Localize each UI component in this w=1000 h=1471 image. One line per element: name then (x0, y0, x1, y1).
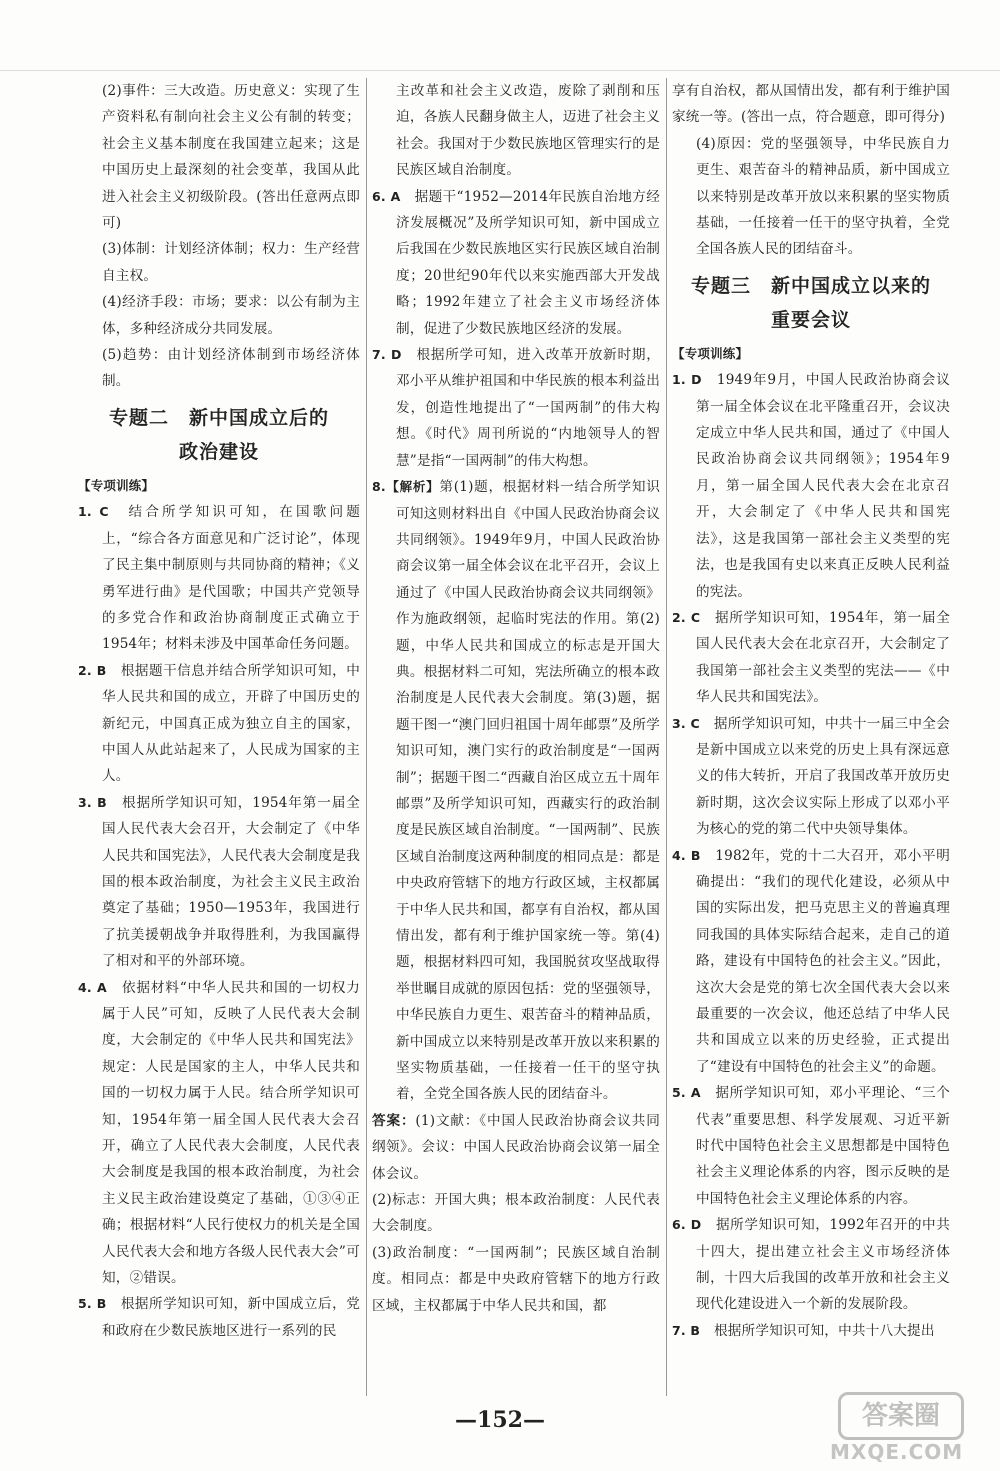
item-text: 根据所学知识可知，新中国成立后，党和政府在少数民族地区进行一系列的民 (102, 1296, 360, 1339)
watermark-logo: 答案圈 (838, 1392, 964, 1440)
list-item (78, 499, 360, 657)
item-number: 3. B (78, 794, 107, 810)
top-rule (0, 70, 1000, 71)
list-item (672, 1318, 950, 1344)
continued-text: 享有自治权，都从国情出发，都有利于维护国家统一等。(答出一点，符合题意，即可得分) (672, 83, 950, 126)
topic3-title-line2: 重要会议 (770, 308, 851, 331)
list-item (672, 711, 950, 843)
list-item (372, 474, 660, 1108)
item-text: 据所学知识可知，1954年，第一届全国人民代表大会在北京召开，大会制定了我国第一部社会主义类型的宪法——《中华人民共和国宪法》。 (696, 609, 951, 706)
list-item (672, 367, 950, 605)
item-text: 据所学知识可知，邓小平理论、“三个代表”重要思想、科学发展观、习近平新时代中国特色社会主义思想都是中国特色社会主义理论体系的内容，图示反映的是中国特色社会主义理论体系的内容。 (696, 1085, 950, 1207)
column-divider (366, 78, 367, 1396)
item-text: 1982年，党的十二大召开，邓小平明确提出：“我们的现代化建设，必须从中国的实际出发，把马克思主义的普遍真理同我国的具体实际结合起来，走自己的道路，建设有中国特色的社会主义。”因此，这次大会是党的第七次全国代表大会以来最重要的一次会议，他还总结了中华人民共和国成立以来的历史经验，正式提出了“建设有中国特色的社会主义”的命题。 (696, 847, 950, 1075)
answer-q4: (4)经济手段：市场；要求：以公有制为主体，多种经济成分共同发展。 (102, 294, 360, 337)
topic3-title-line1: 专题三 新中国成立以来的 (690, 274, 931, 297)
item-number: 8.【解析】 (372, 479, 440, 495)
item-number: 6. A (372, 188, 401, 204)
item-text: 1949年9月，中国人民政治协商会议第一届全体会议在北平隆重召开，会议决定成立中华人民共和国，通过了《中国人民政治协商会议共同纲领》；1954年9月，第一届全国人民代表大会在北京召开，大会制定了《中华人民共和国宪法》，这是我国第一部社会主义类型的宪法，也是我国有史以来真正反映人民利益的宪法。 (696, 372, 951, 600)
item-number: 7. D (372, 347, 402, 363)
item-number: 1. D (672, 372, 702, 388)
answer-1: (1)文献：《中国人民政治协商会议共同纲领》。会议：中国人民政治协商会议第一届全体会议。 (372, 1112, 660, 1182)
list-item (78, 658, 360, 790)
item-number: 7. B (672, 1322, 701, 1338)
item-text: 依据材料“中华人民共和国的一切权力属于人民”可知，反映了人民代表大会制度，大会制定的《中华人民共和国宪法》规定：人民是国家的主人，中华人民共和国的一切权力属于人民。结合所学知识可知，1954年第一届全国人民代表大会召开，确立了人民代表大会制度，人民代表大会制度是我国的根本政治制度，为社会主义民主政治建设奠定了基础，①③④正确；根据材料“人民行使权力的机关是全国人民代表大会和地方各级人民代表大会”可知，②错误。 (102, 979, 361, 1287)
list-item (372, 342, 660, 474)
answer-q4: (4)原因：党的坚强领导，中华民族自力更生、艰苦奋斗的精神品质，新中国成立以来特别是改革开放以来积累的坚实物质基础，一任接着一任干的坚守执着，全党全国各族人民的团结奋斗。 (696, 135, 950, 258)
item-number: 2. B (78, 662, 107, 678)
item-text: 据所学知识可知，中共十一届三中全会是新中国成立以来党的历史上具有深远意义的伟大转折，开启了我国改革开放历史新时期，这次会议实际上形成了以邓小平为核心的党的第二代中央领导集体。 (696, 715, 950, 838)
column-right (672, 78, 950, 1344)
topic2-title-line2: 政治建设 (178, 440, 259, 463)
item-text: 第(1)题，根据材料一结合所学知识可知这则材料出自《中国人民政治协商会议共同纲领》。1949年9月，中国人民政治协商会议第一届全体会议在北平召开，会议上通过了《中国人民政治协商会议共同纲领》作为施政纲领，起临时宪法的作用。第(2)题，中华人民共和国成立的标志是开国大典。根据材料二可知，宪法所确立的根本政治制度是人民代表大会制度。第(3)题，据题干图一“澳门回归祖国十周年邮票”及所学知识可知，澳门实行的政治制度是“一国两制”；据题干图二“西藏自治区成立五十周年邮票”及所学知识可知，西藏实行的政治制度是民族区域自治制度。“一国两制”、民族区域自治制度这两种制度的相同点是：都是中央政府管辖下的地方行政区域，主权都属于中华人民共和国，都享有自治权，都从国情出发，都有利于维护国家统一等。第(4)题，根据材料四可知，我国脱贫攻坚战取得举世瞩目成就的原因包括：党的坚强领导，中华民族自力更生、艰苦奋斗的精神品质，新中国成立以来特别是改革开放以来积累的坚实物质基础，一任接着一任干的坚守执着，全党全国各族人民的团结奋斗。 (396, 479, 661, 1103)
item-text: 根据所学知识可知，1954年第一届全国人民代表大会召开，大会制定了《中华人民共和国宪法》，人民代表大会制度是我国的根本政治制度，为社会主义民主政治奠定了基础；1950—1953年，我国进行了抗美援朝战争并取得胜利，为我国赢得了相对和平的外部环境。 (102, 794, 360, 970)
answer-q3: (3)体制：计划经济体制；权力：生产经营自主权。 (102, 241, 360, 284)
topic2-title-line1: 专题二 新中国成立后的 (108, 406, 329, 429)
item-number: 3. C (672, 715, 700, 731)
column-middle (372, 78, 660, 1319)
item-text: 根据所学可知，进入改革开放新时期，邓小平从维护祖国和中华民族的根本利益出发，创造性地提出了“一国两制”的伟大构想。《时代》周刊所说的“内地领导人的智慧”是指“一国两制”的伟大构想。 (396, 347, 661, 469)
item-number: 2. C (672, 609, 701, 625)
item-text: 根据题干信息并结合所学知识可知，中华人民共和国的成立，开辟了中国历史的新纪元，中国真正成为独立自主的国家，中国人从此站起来了，人民成为国家的主人。 (102, 662, 360, 785)
column-left (78, 78, 360, 1344)
item-number: 1. C (78, 504, 109, 520)
continued-text: 主改革和社会主义改造，废除了剥削和压迫，各族人民翻身做主人，迈进了社会主义社会。我国对于少数民族地区管理实行的是民族区域自治制度。 (396, 83, 660, 179)
column-divider (666, 78, 667, 1396)
list-item (78, 1291, 360, 1344)
item-text: 据所学知识可知，1992年召开的中共十四大，提出建立社会主义市场经济体制，十四大后我国的改革开放和社会主义现代化建设进入一个新的发展阶段。 (696, 1217, 950, 1313)
section-label: 【专项训练】 (672, 345, 749, 361)
answer-block (372, 1108, 660, 1187)
item-text: 结合所学知识可知，在国歌问题上，“综合各方面意见和广泛讨论”，体现了民主集中制原则与共同协商的精神；《义勇军进行曲》是代国歌；中国共产党领导的多党合作和政治协商制度正式确立于1954年；材料未涉及中国革命任务问题。 (102, 504, 360, 653)
list-item (672, 843, 950, 1081)
item-number: 5. A (672, 1085, 701, 1101)
list-item (78, 975, 360, 1292)
list-item (78, 790, 360, 975)
item-number: 4. B (672, 847, 701, 863)
item-text: 根据所学知识可知，中共十八大提出 (713, 1322, 935, 1339)
page-number: —152— (455, 1407, 545, 1433)
watermark-url: MXQE.COM (830, 1440, 964, 1464)
answer-q2: (2)事件：三大改造。历史意义：实现了生产资料私有制向社会主义公有制的转变；社会主义基本制度在我国建立起来；这是中国历史上最深刻的社会变革，我国从此进入社会主义初级阶段。(答出任意两点即可) (102, 83, 360, 232)
answer-2: (2)标志：开国大典；根本政治制度：人民代表大会制度。 (372, 1192, 660, 1235)
list-item (672, 1212, 950, 1318)
item-text: 据题干“1952—2014年民族自治地方经济发展概况”及所学知识可知，新中国成立后我国在少数民族地区实行民族区域自治制度；20世纪90年代以来实施西部大开发战略；1992年建立了社会主义市场经济体制，促进了少数民族地区经济的发展。 (396, 188, 661, 337)
answer-label: 答案： (372, 1112, 416, 1129)
item-number: 6. D (672, 1217, 702, 1233)
answer-q5: (5)趋势：由计划经济体制到市场经济体制。 (102, 347, 360, 390)
list-item (672, 1080, 950, 1212)
list-item (672, 605, 950, 711)
item-number: 5. B (78, 1296, 107, 1312)
item-number: 4. A (78, 979, 107, 995)
list-item (372, 184, 660, 342)
section-label: 【专项训练】 (78, 477, 155, 493)
answer-3: (3)政治制度：“一国两制”；民族区域自治制度。相同点：都是中央政府管辖下的地方行政区域，主权都属于中华人民共和国，都 (372, 1244, 660, 1314)
